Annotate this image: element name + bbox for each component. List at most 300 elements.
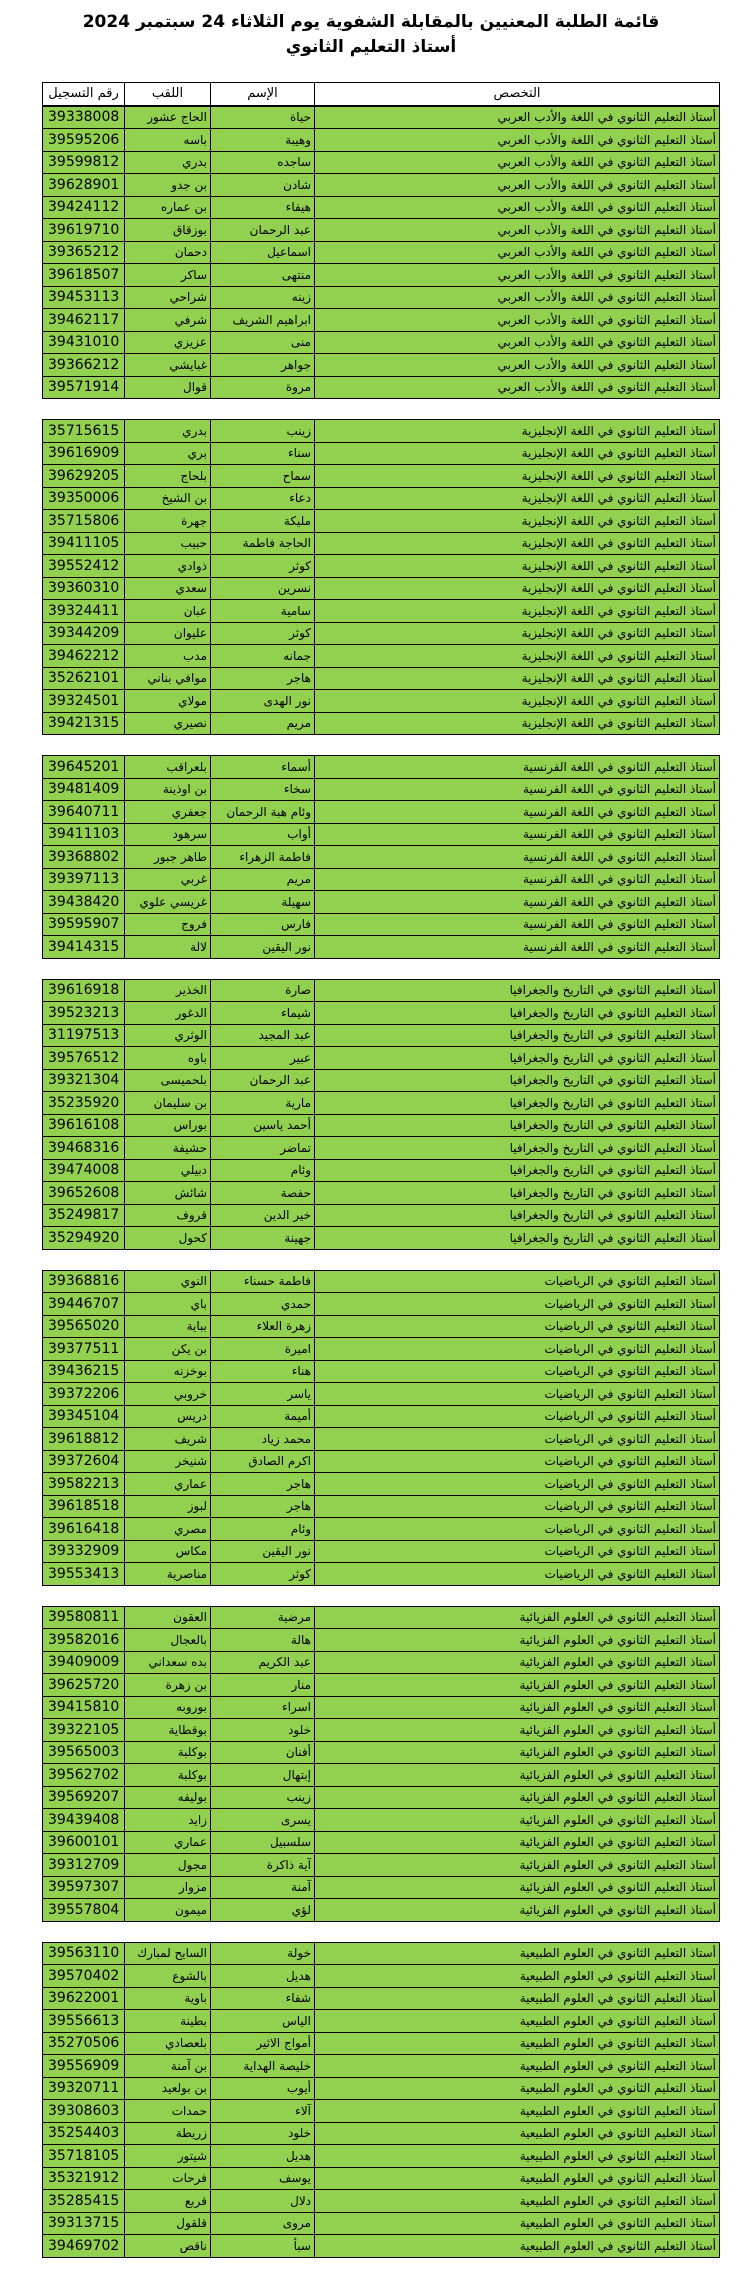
specialty-cell: أستاذ التعليم الثانوي في اللغة الفرنسية <box>315 756 720 779</box>
first-name-cell: مريم <box>211 868 315 891</box>
table-row <box>43 1809 720 1832</box>
specialty-cell: أستاذ التعليم الثانوي في العلوم الطبيعية <box>315 2122 720 2145</box>
last-name-cell: الدغور <box>125 1002 211 1025</box>
table-row <box>43 1092 720 1115</box>
last-name-cell: بوروبه <box>125 1696 211 1719</box>
registration-number-cell: 39652608 <box>43 1182 125 1205</box>
table-row <box>43 1002 720 1025</box>
registration-number-cell: 39397113 <box>43 868 125 891</box>
table-row <box>43 2212 720 2235</box>
registration-number-cell: 35715806 <box>43 510 125 533</box>
last-name-cell: قلقول <box>125 2212 211 2235</box>
first-name-cell: خلود <box>211 2122 315 2145</box>
table-row <box>43 801 720 824</box>
header-last-name: اللقب <box>125 83 211 106</box>
specialty-cell: أستاذ التعليم الثانوي في اللغة الإنجليزية <box>315 712 720 735</box>
table-row <box>43 2190 720 2213</box>
specialty-cell: أستاذ التعليم الثانوي في التاريخ والجغرافيا <box>315 1204 720 1227</box>
last-name-cell: فروج <box>125 913 211 936</box>
registration-number-cell: 35294920 <box>43 1227 125 1250</box>
first-name-cell: ساجده <box>211 151 315 174</box>
specialty-cell: أستاذ التعليم الثانوي في اللغة الإنجليزية <box>315 510 720 533</box>
last-name-cell: مزوار <box>125 1876 211 1899</box>
first-name-cell: فاطمة الزهراء <box>211 846 315 869</box>
registration-number-cell: 39595907 <box>43 913 125 936</box>
registration-number-cell: 39453113 <box>43 286 125 309</box>
first-name-cell: سامية <box>211 600 315 623</box>
specialty-cell: أستاذ التعليم الثانوي في اللغة والأدب العربي <box>315 151 720 174</box>
last-name-cell: قروف <box>125 1204 211 1227</box>
specialty-cell: أستاذ التعليم الثانوي في الرياضيات <box>315 1315 720 1338</box>
registration-number-cell: 35718105 <box>43 2145 125 2168</box>
first-name-cell: سماح <box>211 465 315 488</box>
registration-number-cell: 35715615 <box>43 420 125 443</box>
table-row <box>43 1942 720 1965</box>
table-row <box>43 1741 720 1764</box>
first-name-cell: دعاء <box>211 487 315 510</box>
last-name-cell: عليوان <box>125 622 211 645</box>
last-name-cell: سرهود <box>125 823 211 846</box>
last-name-cell: بوقطاية <box>125 1719 211 1742</box>
table-row <box>43 645 720 668</box>
specialty-cell: أستاذ التعليم الثانوي في الرياضيات <box>315 1563 720 1586</box>
specialty-cell: أستاذ التعليم الثانوي في اللغة الفرنسية <box>315 891 720 914</box>
header-first-name: الإسم <box>211 83 315 106</box>
first-name-cell: هديل <box>211 2145 315 2168</box>
last-name-cell: عماري <box>125 1831 211 1854</box>
last-name-cell: مجول <box>125 1854 211 1877</box>
last-name-cell: بلعراقب <box>125 756 211 779</box>
last-name-cell: مصري <box>125 1518 211 1541</box>
registration-number-cell: 35254403 <box>43 2122 125 2145</box>
registration-number-cell: 39640711 <box>43 801 125 824</box>
table-row <box>43 1338 720 1361</box>
table-row <box>43 1024 720 1047</box>
specialty-cell: أستاذ التعليم الثانوي في التاريخ والجغرافيا <box>315 1159 720 1182</box>
registration-number-cell: 39320711 <box>43 2077 125 2100</box>
registration-number-cell: 39313715 <box>43 2212 125 2235</box>
table-row <box>43 2077 720 2100</box>
registration-number-cell: 39628901 <box>43 174 125 197</box>
registration-number-cell: 39411103 <box>43 823 125 846</box>
specialty-cell: أستاذ التعليم الثانوي في اللغة الإنجليزية <box>315 645 720 668</box>
registration-number-cell: 39438420 <box>43 891 125 914</box>
first-name-cell: عبد الكريم <box>211 1651 315 1674</box>
last-name-cell: عبان <box>125 600 211 623</box>
table-row <box>43 712 720 735</box>
last-name-cell: شنيخر <box>125 1450 211 1473</box>
registration-number-cell: 39411105 <box>43 532 125 555</box>
first-name-cell: حفصة <box>211 1182 315 1205</box>
last-name-cell: بوكلبة <box>125 1764 211 1787</box>
table-row <box>43 487 720 510</box>
specialty-cell: أستاذ التعليم الثانوي في اللغة الإنجليزية <box>315 667 720 690</box>
first-name-cell: اكرم الصادق <box>211 1450 315 1473</box>
table-row <box>43 1629 720 1652</box>
first-name-cell: مروة <box>211 376 315 399</box>
specialty-cell: أستاذ التعليم الثانوي في العلوم الطبيعية <box>315 1987 720 2010</box>
specialty-cell: أستاذ التعليم الثانوي في اللغة الإنجليزية <box>315 465 720 488</box>
last-name-cell: بدري <box>125 420 211 443</box>
specialty-cell: أستاذ التعليم الثانوي في العلوم الفزيائية <box>315 1606 720 1629</box>
specialty-cell: أستاذ التعليم الثانوي في التاريخ والجغرافيا <box>315 1114 720 1137</box>
first-name-cell: جواهر <box>211 354 315 377</box>
first-name-cell: لؤي <box>211 1899 315 1922</box>
last-name-cell: بن يكن <box>125 1338 211 1361</box>
first-name-cell: صارة <box>211 979 315 1002</box>
last-name-cell: السايح لمبارك <box>125 1942 211 1965</box>
table-row <box>43 2100 720 2123</box>
table-row <box>43 1696 720 1719</box>
last-name-cell: دحمان <box>125 241 211 264</box>
specialty-group-table <box>42 106 720 400</box>
registration-number-cell: 39625720 <box>43 1674 125 1697</box>
last-name-cell: الخذير <box>125 979 211 1002</box>
first-name-cell: منار <box>211 1674 315 1697</box>
first-name-cell: أيوب <box>211 2077 315 2100</box>
last-name-cell: شراحي <box>125 286 211 309</box>
last-name-cell: زريطة <box>125 2122 211 2145</box>
registration-number-cell: 39571914 <box>43 376 125 399</box>
first-name-cell: مارية <box>211 1092 315 1115</box>
last-name-cell: بوخزنه <box>125 1360 211 1383</box>
registration-number-cell: 39338008 <box>43 106 125 129</box>
registration-number-cell: 39321304 <box>43 1069 125 1092</box>
registration-number-cell: 39576512 <box>43 1047 125 1070</box>
table-row <box>43 756 720 779</box>
last-name-cell: خروبي <box>125 1383 211 1406</box>
registration-number-cell: 39414315 <box>43 936 125 959</box>
table-row <box>43 286 720 309</box>
registration-number-cell: 39474008 <box>43 1159 125 1182</box>
last-name-cell: لالة <box>125 936 211 959</box>
first-name-cell: هاجر <box>211 1473 315 1496</box>
registration-number-cell: 39360310 <box>43 577 125 600</box>
last-name-cell: غريسي علوي <box>125 891 211 914</box>
specialty-cell: أستاذ التعليم الثانوي في العلوم الفزيائية <box>315 1831 720 1854</box>
table-row <box>43 1518 720 1541</box>
first-name-cell: زهرة العلاء <box>211 1315 315 1338</box>
last-name-cell: بوراس <box>125 1114 211 1137</box>
specialty-cell: أستاذ التعليم الثانوي في التاريخ والجغرافيا <box>315 1137 720 1160</box>
registration-number-cell: 35262101 <box>43 667 125 690</box>
registration-number-cell: 39616909 <box>43 442 125 465</box>
last-name-cell: كحول <box>125 1227 211 1250</box>
first-name-cell: نور الهدى <box>211 690 315 713</box>
registration-number-cell: 39556909 <box>43 2055 125 2078</box>
first-name-cell: جهينة <box>211 1227 315 1250</box>
last-name-cell: بلحميسى <box>125 1069 211 1092</box>
last-name-cell: ذوادي <box>125 555 211 578</box>
table-row <box>43 936 720 959</box>
table-row <box>43 1674 720 1697</box>
first-name-cell: هيفاء <box>211 196 315 219</box>
registration-number-cell: 39582213 <box>43 1473 125 1496</box>
specialty-cell: أستاذ التعليم الثانوي في اللغة الإنجليزية <box>315 690 720 713</box>
first-name-cell: الحاجة فاطمة <box>211 532 315 555</box>
table-row <box>43 1987 720 2010</box>
specialty-cell: أستاذ التعليم الثانوي في اللغة الفرنسية <box>315 913 720 936</box>
table-row <box>43 1360 720 1383</box>
registration-number-cell: 39595206 <box>43 129 125 152</box>
last-name-cell: بلحاج <box>125 465 211 488</box>
first-name-cell: زينب <box>211 1786 315 1809</box>
last-name-cell: شرفي <box>125 309 211 332</box>
table-row <box>43 868 720 891</box>
first-name-cell: سبأ <box>211 2235 315 2258</box>
table-row <box>43 1137 720 1160</box>
first-name-cell: عبد المجيد <box>211 1024 315 1047</box>
last-name-cell: قوال <box>125 376 211 399</box>
specialty-cell: أستاذ التعليم الثانوي في اللغة الإنجليزية <box>315 442 720 465</box>
header-reg-number: رقم التسجيل <box>43 83 125 106</box>
specialty-cell: أستاذ التعليم الثانوي في الرياضيات <box>315 1383 720 1406</box>
specialty-cell: أستاذ التعليم الثانوي في التاريخ والجغرافيا <box>315 979 720 1002</box>
last-name-cell: بوكلبة <box>125 1741 211 1764</box>
registration-number-cell: 39599812 <box>43 151 125 174</box>
specialty-cell: أستاذ التعليم الثانوي في اللغة الإنجليزية <box>315 532 720 555</box>
table-row <box>43 577 720 600</box>
first-name-cell: خلود <box>211 1719 315 1742</box>
registration-number-cell: 39618507 <box>43 264 125 287</box>
last-name-cell: باي <box>125 1293 211 1316</box>
table-row <box>43 778 720 801</box>
specialty-cell: أستاذ التعليم الثانوي في التاريخ والجغرافيا <box>315 1069 720 1092</box>
first-name-cell: آية ذاكرة <box>211 1854 315 1877</box>
last-name-cell: مناصرية <box>125 1563 211 1586</box>
title-block <box>0 0 742 60</box>
table-row <box>43 219 720 242</box>
specialty-cell: أستاذ التعليم الثانوي في العلوم الطبيعية <box>315 2077 720 2100</box>
table-row <box>43 1315 720 1338</box>
table-row <box>43 1114 720 1137</box>
first-name-cell: شادن <box>211 174 315 197</box>
registration-number-cell: 39332909 <box>43 1540 125 1563</box>
first-name-cell: ابراهيم الشريف <box>211 309 315 332</box>
first-name-cell: أمواج الاثير <box>211 2032 315 2055</box>
last-name-cell: بن آمنة <box>125 2055 211 2078</box>
table-row <box>43 106 720 129</box>
specialty-cell: أستاذ التعليم الثانوي في اللغة الفرنسية <box>315 868 720 891</box>
registration-number-cell: 39616918 <box>43 979 125 1002</box>
first-name-cell: كوثر <box>211 555 315 578</box>
table-row <box>43 510 720 533</box>
last-name-cell: بدري <box>125 151 211 174</box>
specialty-cell: أستاذ التعليم الثانوي في اللغة والأدب العربي <box>315 196 720 219</box>
table-row <box>43 891 720 914</box>
specialty-cell: أستاذ التعليم الثانوي في اللغة والأدب العربي <box>315 264 720 287</box>
first-name-cell: أفنان <box>211 1741 315 1764</box>
table-row <box>43 1606 720 1629</box>
last-name-cell: الحاج عشور <box>125 106 211 129</box>
registration-number-cell: 39553413 <box>43 1563 125 1586</box>
registration-number-cell: 39462212 <box>43 645 125 668</box>
specialty-cell: أستاذ التعليم الثانوي في التاريخ والجغرافيا <box>315 1182 720 1205</box>
table-row <box>43 309 720 332</box>
registration-number-cell: 39368802 <box>43 846 125 869</box>
last-name-cell: نصيري <box>125 712 211 735</box>
table-row <box>43 331 720 354</box>
registration-number-cell: 39569207 <box>43 1786 125 1809</box>
registration-number-cell: 35321912 <box>43 2167 125 2190</box>
registration-number-cell: 39523213 <box>43 1002 125 1025</box>
first-name-cell: حمدي <box>211 1293 315 1316</box>
registration-number-cell: 39308603 <box>43 2100 125 2123</box>
last-name-cell: مدب <box>125 645 211 668</box>
page-title: قائمة الطلبة المعنيين بالمقابلة الشفوية يوم الثلاثاء 24 سبتمبر 2024 <box>82 12 660 32</box>
specialty-cell: أستاذ التعليم الثانوي في الرياضيات <box>315 1495 720 1518</box>
last-name-cell: ساكر <box>125 264 211 287</box>
first-name-cell: منى <box>211 331 315 354</box>
registration-number-cell: 39409009 <box>43 1651 125 1674</box>
specialty-cell: أستاذ التعليم الثانوي في العلوم الفزيائية <box>315 1696 720 1719</box>
registration-number-cell: 39580811 <box>43 1606 125 1629</box>
first-name-cell: أسماء <box>211 756 315 779</box>
last-name-cell: بوليفه <box>125 1786 211 1809</box>
last-name-cell: سعدي <box>125 577 211 600</box>
table-row <box>43 2010 720 2033</box>
specialty-cell: أستاذ التعليم الثانوي في اللغة الفرنسية <box>315 846 720 869</box>
table-row <box>43 913 720 936</box>
table-row <box>43 465 720 488</box>
last-name-cell: بوزقاق <box>125 219 211 242</box>
specialty-cell: أستاذ التعليم الثانوي في اللغة الإنجليزية <box>315 622 720 645</box>
registration-number-cell: 39556613 <box>43 2010 125 2033</box>
specialty-cell: أستاذ التعليم الثانوي في العلوم الطبيعية <box>315 2055 720 2078</box>
table-row <box>43 2122 720 2145</box>
table-row <box>43 241 720 264</box>
table-row <box>43 1383 720 1406</box>
registration-number-cell: 39372604 <box>43 1450 125 1473</box>
registration-number-cell: 39377511 <box>43 1338 125 1361</box>
specialty-group-table <box>42 755 720 959</box>
last-name-cell: دبيلي <box>125 1159 211 1182</box>
table-row <box>43 1563 720 1586</box>
table-row <box>43 174 720 197</box>
table-row <box>43 1876 720 1899</box>
first-name-cell: تماضر <box>211 1137 315 1160</box>
registration-number-cell: 39565003 <box>43 1741 125 1764</box>
first-name-cell: سلسبيل <box>211 1831 315 1854</box>
specialty-cell: أستاذ التعليم الثانوي في الرياضيات <box>315 1518 720 1541</box>
last-name-cell: شيتور <box>125 2145 211 2168</box>
table-row <box>43 667 720 690</box>
last-name-cell: شائش <box>125 1182 211 1205</box>
first-name-cell: آمنة <box>211 1876 315 1899</box>
specialty-cell: أستاذ التعليم الثانوي في الرياضيات <box>315 1293 720 1316</box>
registration-number-cell: 39462117 <box>43 309 125 332</box>
table-row <box>43 2235 720 2258</box>
specialty-cell: أستاذ التعليم الثانوي في العلوم الطبيعية <box>315 2167 720 2190</box>
registration-number-cell: 39436215 <box>43 1360 125 1383</box>
registration-number-cell: 39424112 <box>43 196 125 219</box>
last-name-cell: باوية <box>125 1987 211 2010</box>
registration-number-cell: 39468316 <box>43 1137 125 1160</box>
first-name-cell: سخاء <box>211 778 315 801</box>
specialty-cell: أستاذ التعليم الثانوي في التاريخ والجغرافيا <box>315 1024 720 1047</box>
specialty-cell: أستاذ التعليم الثانوي في العلوم الفزيائية <box>315 1786 720 1809</box>
specialty-cell: أستاذ التعليم الثانوي في اللغة والأدب العربي <box>315 354 720 377</box>
table-row <box>43 1540 720 1563</box>
table-row <box>43 1069 720 1092</box>
specialty-cell: أستاذ التعليم الثانوي في الرياضيات <box>315 1405 720 1428</box>
last-name-cell: بن عماره <box>125 196 211 219</box>
specialty-cell: أستاذ التعليم الثانوي في الرياضيات <box>315 1540 720 1563</box>
table-row <box>43 151 720 174</box>
table-row <box>43 1159 720 1182</box>
table-row <box>43 1047 720 1070</box>
table-row <box>43 1854 720 1877</box>
first-name-cell: هالة <box>211 1629 315 1652</box>
registration-number-cell: 39372206 <box>43 1383 125 1406</box>
registration-number-cell: 35235920 <box>43 1092 125 1115</box>
specialty-cell: أستاذ التعليم الثانوي في اللغة الفرنسية <box>315 778 720 801</box>
first-name-cell: شيماء <box>211 1002 315 1025</box>
last-name-cell: باسه <box>125 129 211 152</box>
table-row <box>43 1495 720 1518</box>
registration-number-cell: 39618812 <box>43 1428 125 1451</box>
registration-number-cell: 35285415 <box>43 2190 125 2213</box>
registration-number-cell: 39481409 <box>43 778 125 801</box>
table-row <box>43 532 720 555</box>
registration-number-cell: 39421315 <box>43 712 125 735</box>
specialty-cell: أستاذ التعليم الثانوي في العلوم الطبيعية <box>315 1942 720 1965</box>
table-row <box>43 129 720 152</box>
table-row <box>43 1786 720 1809</box>
specialty-cell: أستاذ التعليم الثانوي في العلوم الفزيائية <box>315 1899 720 1922</box>
last-name-cell: دريس <box>125 1405 211 1428</box>
first-name-cell: كوثر <box>211 622 315 645</box>
first-name-cell: مرضية <box>211 1606 315 1629</box>
table-row <box>43 1270 720 1293</box>
first-name-cell: كوثر <box>211 1563 315 1586</box>
last-name-cell: جهرة <box>125 510 211 533</box>
first-name-cell: اميرة <box>211 1338 315 1361</box>
table-row <box>43 1204 720 1227</box>
table-row <box>43 1428 720 1451</box>
specialty-cell: أستاذ التعليم الثانوي في العلوم الفزيائية <box>315 1809 720 1832</box>
specialty-group-table <box>42 1606 720 1922</box>
registration-number-cell: 31197513 <box>43 1024 125 1047</box>
last-name-cell: بالعجال <box>125 1629 211 1652</box>
table-row <box>43 1293 720 1316</box>
first-name-cell: عبد الرحمان <box>211 219 315 242</box>
last-name-cell: بن سليمان <box>125 1092 211 1115</box>
specialty-cell: أستاذ التعليم الثانوي في العلوم الطبيعية <box>315 2100 720 2123</box>
specialty-group-table <box>42 1942 720 2258</box>
first-name-cell: شفاء <box>211 1987 315 2010</box>
specialty-cell: أستاذ التعليم الثانوي في العلوم الفزيائية <box>315 1854 720 1877</box>
first-name-cell: عبير <box>211 1047 315 1070</box>
specialty-cell: أستاذ التعليم الثانوي في العلوم الطبيعية <box>315 2235 720 2258</box>
first-name-cell: الياس <box>211 2010 315 2033</box>
registration-number-cell: 39618518 <box>43 1495 125 1518</box>
first-name-cell: منتهى <box>211 264 315 287</box>
specialty-cell: أستاذ التعليم الثانوي في اللغة الإنجليزية <box>315 555 720 578</box>
specialty-group-table <box>42 419 720 735</box>
first-name-cell: هاجر <box>211 1495 315 1518</box>
first-name-cell: خير الدين <box>211 1204 315 1227</box>
first-name-cell: وئام هبة الرحمان <box>211 801 315 824</box>
specialty-group-table <box>42 979 720 1250</box>
specialty-cell: أستاذ التعليم الثانوي في التاريخ والجغرافيا <box>315 1092 720 1115</box>
last-name-cell: ميمون <box>125 1899 211 1922</box>
last-name-cell: غربي <box>125 868 211 891</box>
first-name-cell: أحمد ياسين <box>211 1114 315 1137</box>
first-name-cell: خليصة الهداية <box>211 2055 315 2078</box>
table-row <box>43 1405 720 1428</box>
last-name-cell: بري <box>125 442 211 465</box>
